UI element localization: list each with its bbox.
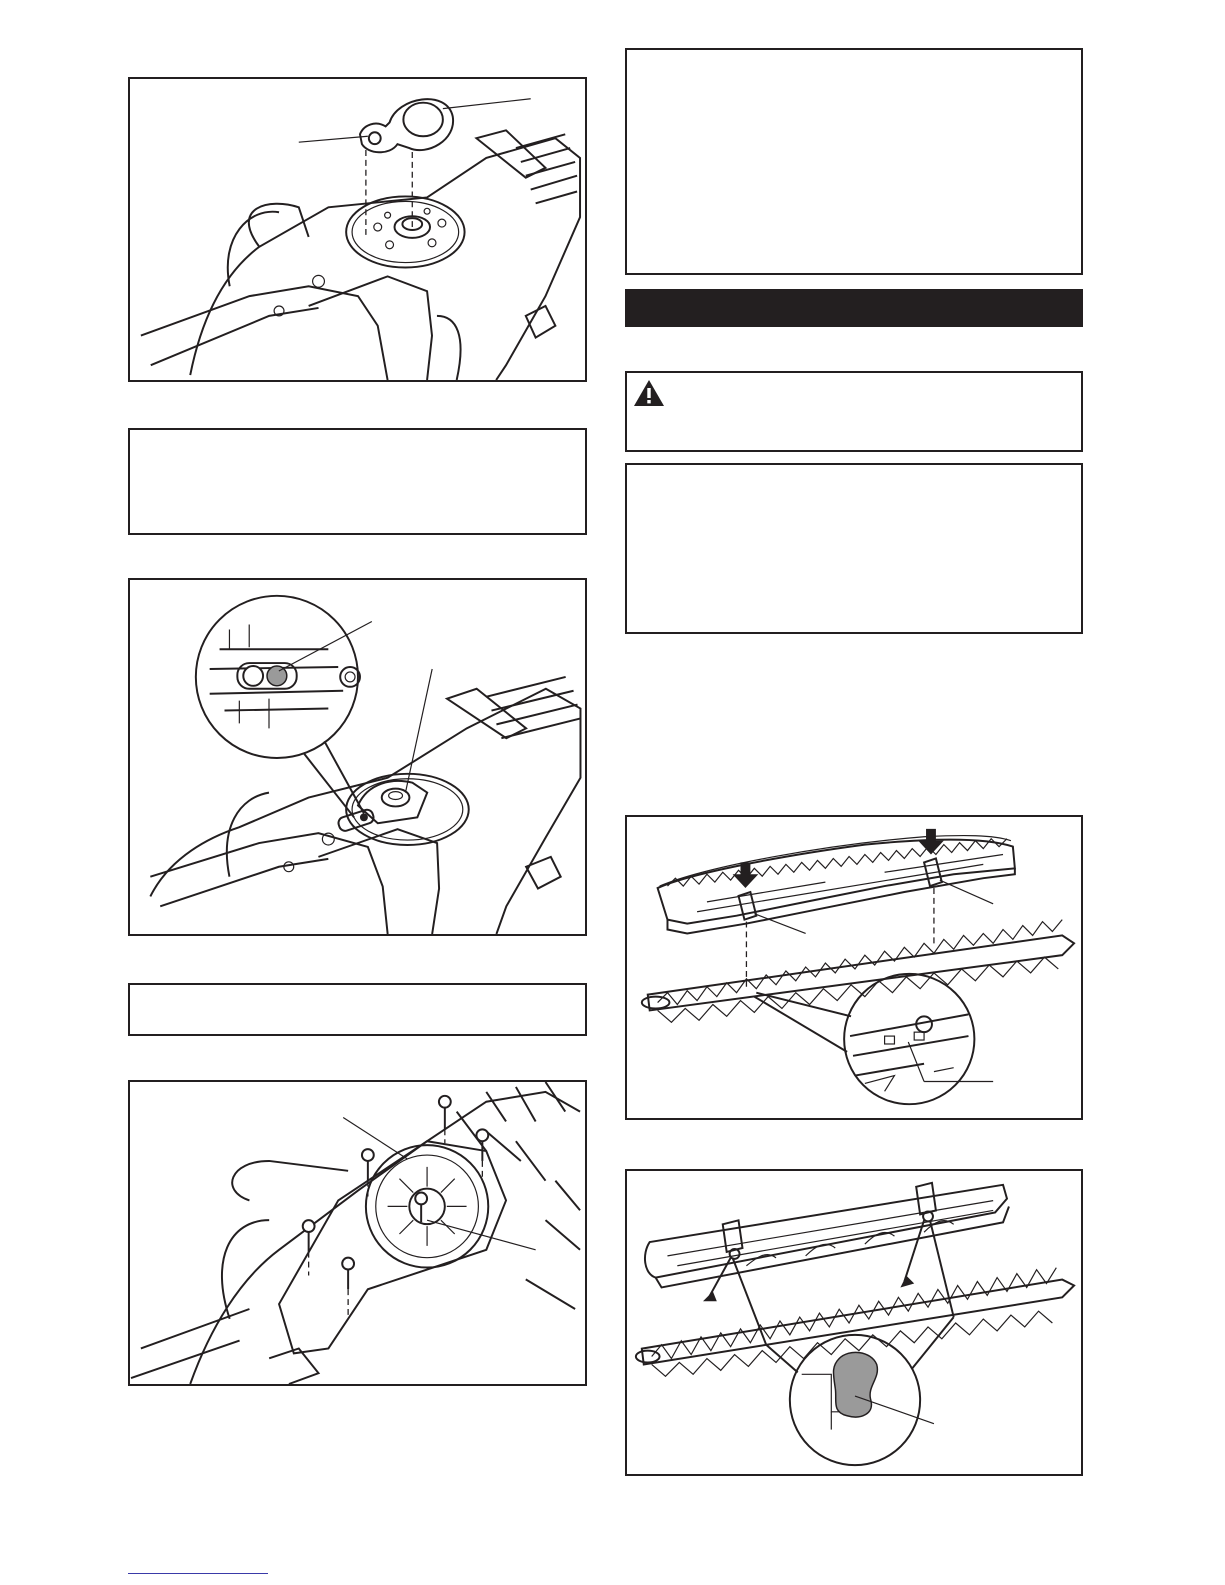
screw-icon — [415, 1193, 427, 1223]
blade-cover-attach-illustration — [627, 817, 1081, 1118]
note-box-2 — [128, 983, 587, 1036]
note-box-3 — [625, 48, 1083, 275]
down-arrow-icon — [918, 829, 944, 855]
caution-box — [625, 371, 1083, 452]
gear-alignment-illustration — [130, 580, 585, 934]
screw-icon — [303, 1220, 315, 1275]
figure-blade-cover-attach — [625, 815, 1083, 1120]
warning-triangle-icon — [633, 379, 665, 407]
gear-washer-illustration — [130, 79, 585, 380]
section-header-bar — [625, 289, 1083, 327]
note-box-4 — [625, 463, 1083, 634]
footer-link-underline — [128, 1573, 268, 1574]
figure-gear-washer — [128, 77, 587, 382]
figure-gear-cover-screws — [128, 1080, 587, 1386]
screw-icon — [439, 1096, 451, 1143]
figure-blade-cover-cutout — [625, 1169, 1083, 1476]
screw-icon — [362, 1149, 374, 1198]
screw-icon — [342, 1258, 354, 1315]
note-box-1 — [128, 428, 587, 535]
figure-gear-alignment — [128, 578, 587, 936]
blade-cover-cutout-illustration — [627, 1171, 1081, 1474]
gear-cover-screws-illustration — [130, 1082, 585, 1384]
